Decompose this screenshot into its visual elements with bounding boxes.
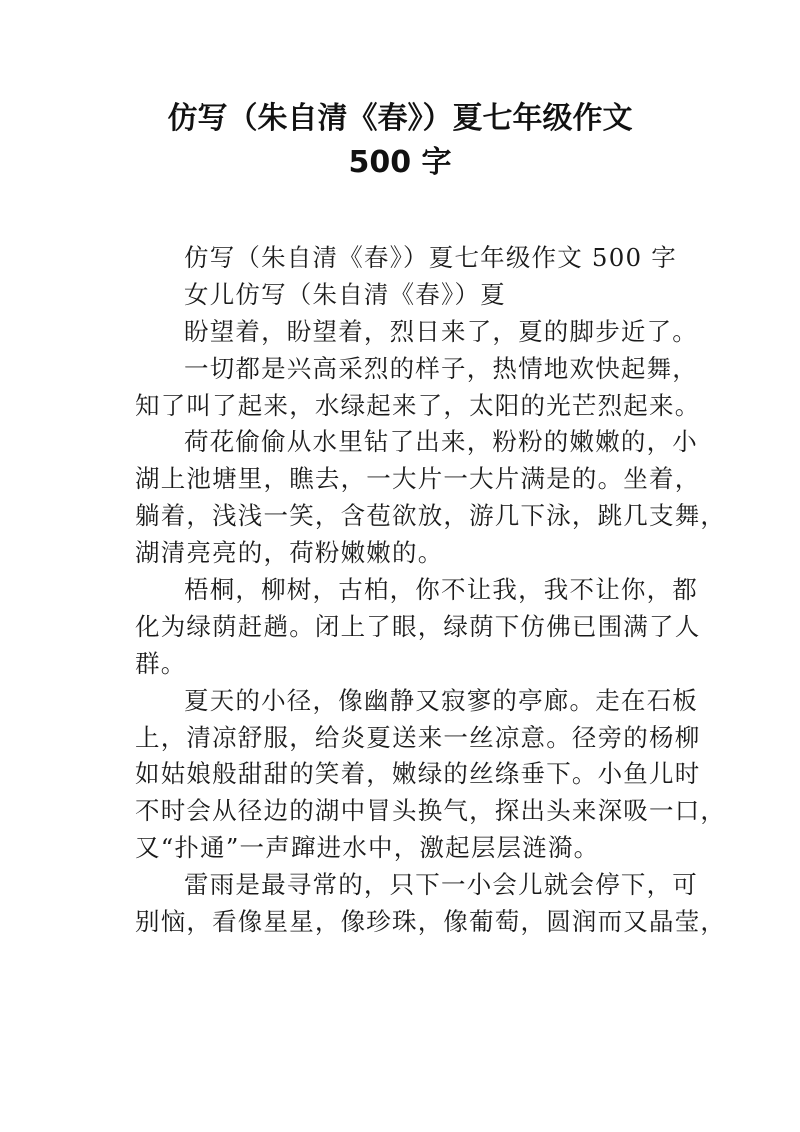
text-line: 不时会从径边的湖中冒头换气，探出头来深吸一口， (135, 796, 727, 826)
text-line: 雷雨是最寻常的，只下一小会儿就会停下，可 (184, 870, 698, 900)
text-line: 荷花偷偷从水里钻了出来，粉粉的嫩嫩的，小 (184, 427, 698, 457)
text-line: 盼望着，盼望着，烈日来了，夏的脚步近了。 (184, 316, 698, 346)
text-line: 知了叫了起来，水绿起来了，太阳的光芒烈起来。 (135, 390, 701, 420)
text-line: 群。 (135, 648, 187, 678)
text-line: 一切都是兴高采烈的样子，热情地欢快起舞， (184, 353, 698, 383)
text-line: 梧桐，柳树，古柏，你不让我，我不让你，都 (184, 575, 698, 605)
text-line: 上，清凉舒服，给炎夏送来一丝凉意。径旁的杨柳 (135, 722, 701, 752)
text-line: 湖上池塘里，瞧去，一大片一大片满是的。坐着， (135, 464, 701, 494)
text-line: 又“扑通”一声蹿进水中，激起层层涟漪。 (135, 833, 600, 863)
title-line-2: 500 字 (348, 145, 452, 180)
text-line: 化为绿荫赶趟。闭上了眼，绿荫下仿佛已围满了人 (135, 611, 701, 641)
text-line: 仿写（朱自清《春》）夏七年级作文 500 字 (184, 243, 677, 272)
text-line: 躺着，浅浅一笑，含苞欲放，游几下泳，跳几支舞， (135, 501, 727, 531)
text-line: 别恼，看像星星，像珍珠，像葡萄，圆润而又晶莹， (135, 907, 727, 937)
title-line-1: 仿写（朱自清《春》）夏七年级作文 (167, 101, 633, 136)
document-body (135, 240, 727, 941)
document-title (100, 97, 700, 185)
text-line: 女儿仿写（朱自清《春》）夏 (184, 279, 506, 309)
text-line: 湖清亮亮的，荷粉嫩嫩的。 (135, 538, 444, 568)
text-line: 夏天的小径，像幽静又寂寥的亭廊。走在石板 (184, 685, 698, 715)
text-line: 如姑娘般甜甜的笑着，嫩绿的丝绦垂下。小鱼儿时 (135, 759, 701, 789)
